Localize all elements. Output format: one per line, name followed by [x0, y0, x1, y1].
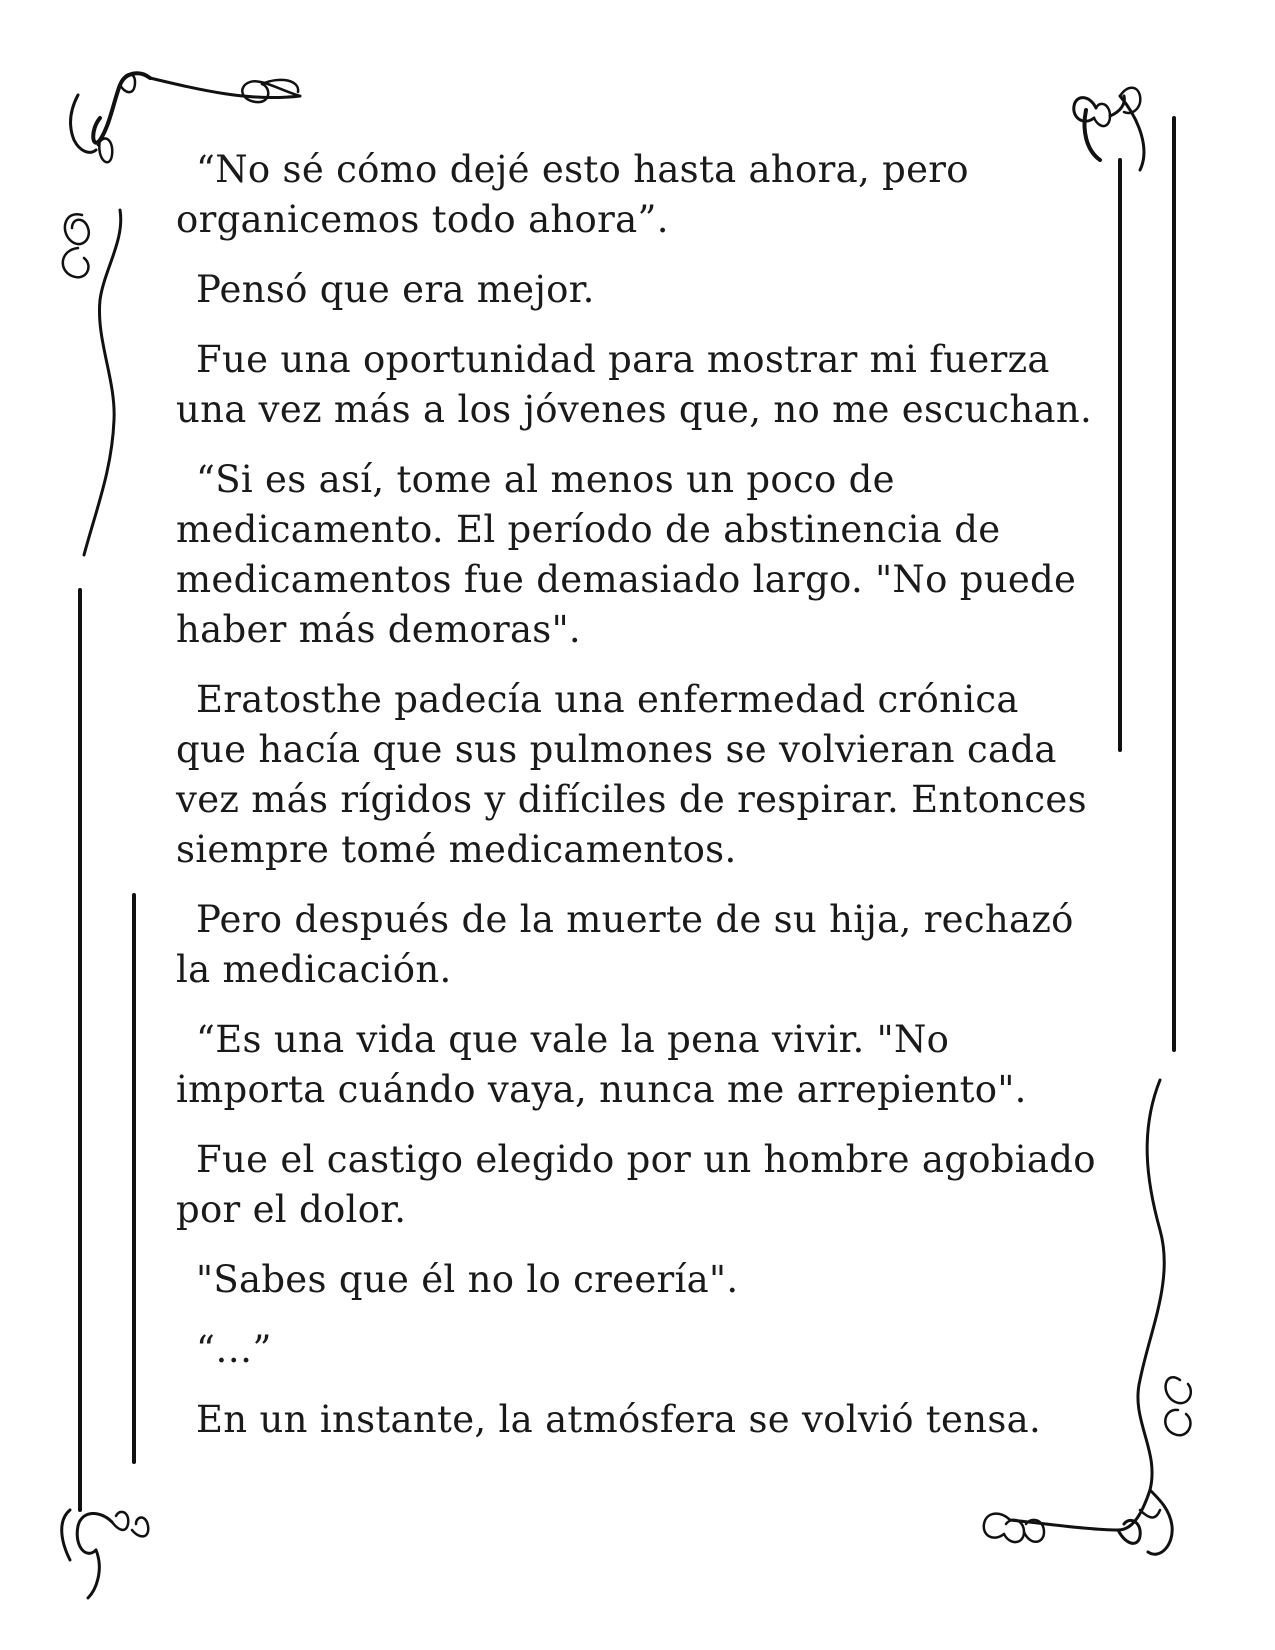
text-line: "Sabes que él no lo creería". — [196, 1258, 739, 1301]
paragraph — [176, 455, 1106, 655]
text-line: “…” — [196, 1328, 272, 1371]
text-line: medicamentos fue demasiado largo. "No puede — [176, 558, 1077, 601]
text-line: por el dolor. — [176, 1188, 407, 1231]
bottom-left-flourish — [62, 1510, 149, 1598]
text-line: importa cuándo vaya, nunca me arrepiento". — [176, 1068, 1027, 1111]
text-line: haber más demoras". — [176, 608, 581, 651]
paragraph — [176, 1325, 1106, 1375]
paragraph — [176, 895, 1106, 995]
text-line: Pensó que era mejor. — [196, 268, 595, 311]
paragraph — [176, 1015, 1106, 1115]
paragraph — [176, 335, 1106, 435]
text-line: En un instante, la atmósfera se volvió tensa. — [196, 1398, 1042, 1441]
document-text — [176, 145, 1106, 1465]
text-line: la medicación. — [176, 948, 452, 991]
text-line: vez más rígidos y difíciles de respirar. Entonces — [176, 778, 1087, 821]
text-line: Fue el castigo elegido por un hombre agobiado — [196, 1138, 1096, 1181]
paragraph — [176, 1395, 1106, 1445]
text-line: “Es una vida que vale la pena vivir. "No — [196, 1018, 950, 1061]
text-line: “No sé cómo dejé esto hasta ahora, pero — [196, 148, 969, 191]
paragraph — [176, 1135, 1106, 1235]
text-line: una vez más a los jóvenes que, no me escuchan. — [176, 388, 1093, 431]
paragraph — [176, 1255, 1106, 1305]
text-line: “Si es así, tome al menos un poco de — [196, 458, 895, 501]
text-line: Eratosthe padecía una enfermedad crónica — [196, 678, 1019, 721]
text-line: Pero después de la muerte de su hija, rechazó — [196, 898, 1074, 941]
paragraph — [176, 265, 1106, 315]
text-line: siempre tomé medicamentos. — [176, 828, 737, 871]
text-line: organicemos todo ahora”. — [176, 198, 669, 241]
text-line: que hacía que sus pulmones se volvieran cada — [176, 728, 1057, 771]
text-line: Fue una oportunidad para mostrar mi fuerza — [196, 338, 1050, 381]
paragraph — [176, 145, 1106, 245]
paragraph — [176, 675, 1106, 875]
text-line: medicamento. El período de abstinencia de — [176, 508, 1001, 551]
